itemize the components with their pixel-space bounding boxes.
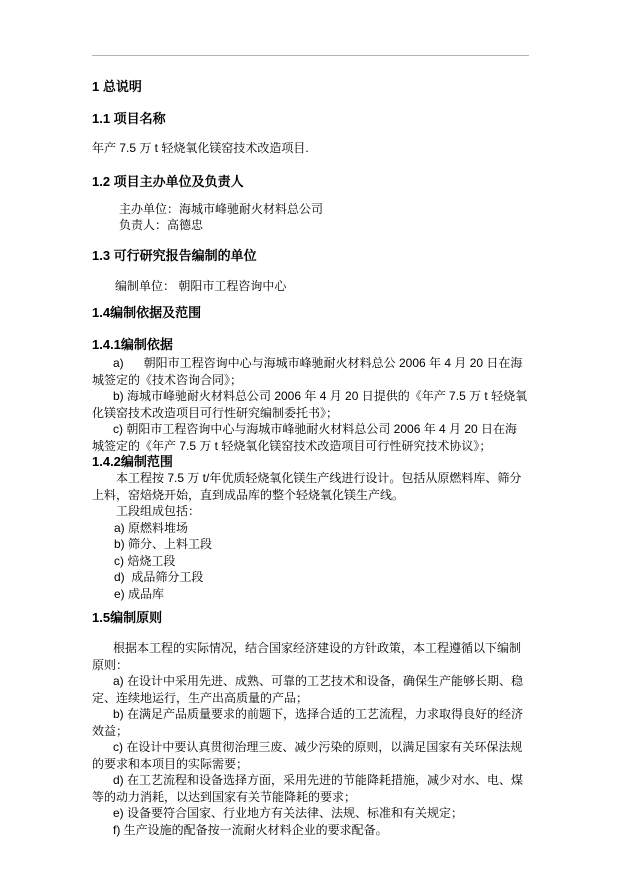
heading-compilation-scope: 1.4.2编制范围 [92, 454, 173, 469]
heading-basis-and-scope: 1.4编制依据及范围 [92, 305, 202, 320]
stage-item-b: b) 筛分、上料工段 [114, 537, 213, 551]
compiler-unit-line: 编制单位： 朝阳市工程咨询中心 [115, 278, 287, 293]
document-page [92, 0, 529, 838]
basis-item-c: c) 朝阳市工程咨询中心与海城市峰驰耐火材料总公司 2006 年 4 月 20 日在海城签定的《年产 7.5 万 t 轻烧氧化镁窑技术改造项目可行性研究技术协议》； [92, 422, 518, 453]
heading-project-name: 1.1 项目名称 [92, 111, 166, 126]
principle-item-b: b) 在满足产品质量要求的前题下，选择合适的工艺流程，力求取得良好的经济效益； [92, 707, 524, 738]
heading-compilation-basis: 1.4.1编制依据 [92, 337, 173, 352]
heading-report-compiling-unit: 1.3 可行研究报告编制的单位 [92, 247, 257, 263]
principles-intro-paragraph: 根据本工程的实际情况，结合国家经济建设的方针政策，本工程遵循以下编制原则： [92, 641, 522, 672]
heading-general-description: 1 总说明 [92, 79, 142, 94]
heading-sponsor-and-leader: 1.2 项目主办单位及负责人 [92, 173, 244, 189]
project-name-text: 年产 7.5 万 t 轻烧氧化镁窑技术改造项目. [92, 141, 309, 155]
principle-item-f: f) 生产设施的配备按一流耐火材料企业的要求配备。 [113, 822, 388, 837]
stage-item-a: a) 原燃料堆场 [114, 520, 189, 535]
principle-item-e: e) 设备要符合国家、行业地方有关法律、法规、标准和有关规定； [113, 806, 464, 820]
leader-line: 负责人：高德忠 [119, 218, 204, 232]
stage-item-d: d) 成品筛分工段 [114, 570, 204, 584]
scope-intro-paragraph: 本工程按 7.5 万 t/年优质轻烧氧化镁生产线进行设计。包括从原燃料库、筛分上料，窑焙烧开始，直到成品库的整个轻烧氧化镁生产线。 [92, 471, 522, 502]
basis-item-a: a) 朝阳市工程咨询中心与海城市峰驰耐火材料总公 2006 年 4 月 20 日在海城签定的《技术咨询合同》； [92, 356, 523, 387]
stage-list-label: 工段组成包括： [116, 504, 201, 518]
sponsor-unit-line: 主办单位：海城市峰驰耐火材料总公司 [119, 201, 324, 216]
principle-item-c: c) 在设计中要认真贯彻治理三废、减少污染的原则，以满足国家有关环保法规的要求和本项目的实际需要； [92, 740, 523, 771]
stage-item-c: c) 焙烧工段 [114, 553, 176, 568]
principle-item-a: a) 在设计中采用先进、成熟、可靠的工艺技术和设备，确保生产能够长期、稳定、连续地运行，生产出高质量的产品； [92, 674, 524, 705]
principle-item-d: d) 在工艺流程和设备选择方面，采用先进的节能降耗措施，减少对水、电、煤等的动力消耗，以达到国家有关节能降耗的要求； [92, 773, 524, 804]
basis-item-b: b) 海城市峰驰耐火材料总公司 2006 年 4 月 20 日提供的《年产 7.5 万 t 轻烧氧化镁窑技术改造项目可行性研究编制委托书》； [92, 389, 528, 420]
heading-compilation-principles: 1.5编制原则 [92, 610, 163, 625]
stage-item-e: e) 成品库 [114, 586, 165, 601]
